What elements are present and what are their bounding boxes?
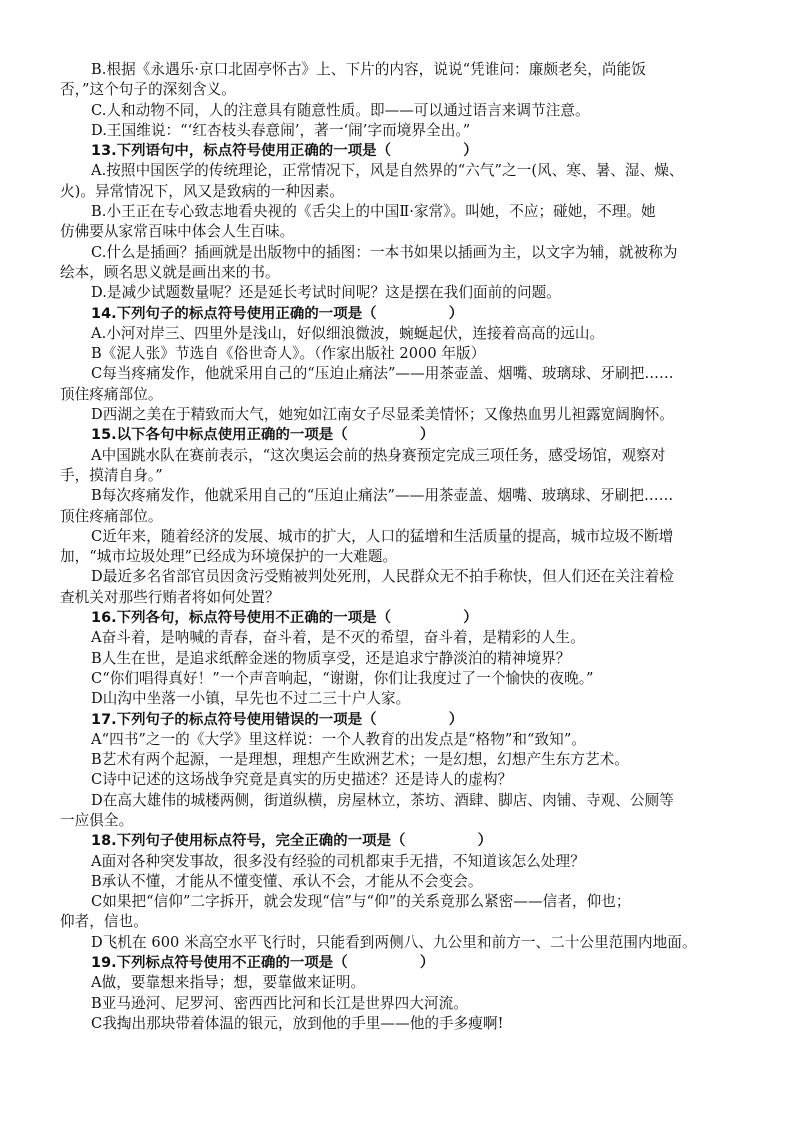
question-heading: 19.下列标点符号使用不正确的一项是（ ） [91,955,435,972]
answer-option: A.按照中国医学的传统理论，正常情况下，风是自然界的“六气”之一(风、寒、暑、湿、燥、 [91,162,684,180]
answer-option-continuation: 顶住疼痛部位。 [60,385,163,403]
answer-option: A奋斗着，是呐喊的青春，奋斗着，是不灭的希望，奋斗着，是精彩的人生。 [91,629,585,647]
answer-option: D山沟中坐落一小镇，早先也不过二三十户人家。 [91,690,411,708]
question-heading: 17.下列句子的标点符号使用错误的一项是（ ） [91,711,464,728]
answer-option: C“你们唱得真好！”一个声音响起，“谢谢，你们让我度过了一个愉快的夜晚。” [91,669,594,687]
answer-option-continuation: 仿佛要从家常百味中体会人生百味。 [60,223,295,241]
answer-option-continuation: 否，”这个句子的深刻含义。 [60,81,236,99]
answer-option: C.人和动物不同，人的注意具有随意性质。即——可以通过语言来调节注意。 [91,101,590,119]
answer-option: A做，要靠想来指导；想，要靠做来证明。 [91,974,366,992]
question-heading: 16.下列各句，标点符号使用不正确的一项是（ ） [91,610,478,627]
answer-option: A.小河对岸三、四里外是浅山，好似细浪微波，蜿蜒起伏，连接着高高的远山。 [91,324,605,342]
answer-option: B.小王正在专心致志地看央视的《舌尖上的中国Ⅱ·家常》。叫她，不应；碰她，不理。她 [91,203,656,221]
answer-option: C如果把“信仰”二字拆开，就会发现“信”与“仰”的关系竟那么紧密——信者，仰也； [91,893,631,911]
answer-option-continuation: 一应俱全。 [60,811,134,829]
answer-option: C我掏出那块带着体温的银元，放到他的手里——他的手多瘦啊! [91,1014,504,1032]
answer-option: C每当疼痛发作，他就采用自己的“压迫止痛法”——用茶壶盖、烟嘴、玻璃球、牙刷把…… [91,365,674,383]
answer-option: D西湖之美在于精致而大气，她宛如江南女子尽显柔美情怀；又像热血男儿袒露宽阔胸怀。 [91,406,674,424]
answer-option: B《泥人张》节选自《俗世奇人》。（作家出版社 2000 年版） [91,345,486,363]
question-heading: 18.下列句子使用标点符号，完全正确的一项是（ ） [91,833,493,850]
answer-option: A“四书”之一的《大学》里这样说：一个人教育的出发点是“格物”和“致知”。 [91,730,586,748]
answer-option: A面对各种突发事故，很多没有经验的司机都束手无措，不知道该怎么处理？ [91,852,585,870]
answer-option-continuation: 加，“城市垃圾处理”已经成为环境保护的一大难题。 [60,548,398,566]
question-heading: 15.以下各句中标点使用正确的一项是（ ） [91,427,435,444]
answer-option-continuation: 绘本，顾名思义就是画出来的书。 [60,263,280,281]
answer-option: D最近多名省部官员因贪污受贿被判处死刑，人民群众无不拍手称快，但人们还在关注着检 [91,568,674,586]
answer-option: B承认不懂，才能从不懂变懂、承认不会，才能从不会变会。 [91,872,483,890]
answer-option: B每次疼痛发作，他就采用自己的“压迫止痛法”——用茶壶盖、烟嘴、玻璃球、牙刷把…… [91,487,674,505]
question-heading: 13.下列语句中，标点符号使用正确的一项是（ ） [91,143,478,160]
question-heading: 14.下列句子的标点符号使用正确的一项是（ ） [91,305,464,322]
answer-option: C.什么是插画？插画就是出版物中的插图：一本书如果以插画为主，以文字为辅，就被称为 [91,243,678,261]
answer-option: D.是减少试题数量呢？还是延长考试时间呢？这是摆在我们面前的问题。 [91,284,561,302]
answer-option-continuation: 火)。异常情况下，风又是致病的一种因素。 [60,182,344,200]
answer-option: D飞机在 600 米高空水平飞行时，只能看到两侧八、九公里和前方一、二十公里范围内地面。 [91,933,697,951]
exam-page [60,60,736,1034]
answer-option-continuation: 仰者，信也。 [60,913,148,931]
answer-option: A中国跳水队在赛前表示，“这次奥运会前的热身赛预定完成三项任务，感受场馆，观察对 [91,446,666,464]
answer-option: C诗中记述的这场战争究竟是真实的历史描述？还是诗人的虚构？ [91,771,513,789]
answer-option: B.根据《永遇乐·京口北固亭怀古》上、下片的内容，说说“凭谁问：廉颇老矣，尚能饭 [91,61,646,78]
answer-option-continuation: 顶住疼痛部位。 [60,507,163,525]
answer-option: B艺术有两个起源，一是理想，理想产生欧洲艺术；一是幻想，幻想产生东方艺术。 [91,751,629,769]
answer-option: B亚马逊河、尼罗河、密西西比河和长江是世界四大河流。 [91,994,468,1012]
answer-option: D在高大雄伟的城楼两侧，街道纵横，房屋林立，茶坊、酒肆、脚店、肉铺、寺观、公厕等 [91,791,674,809]
answer-option: D.王国维说：“‘红杏枝头春意闹’，著一‘闹’字而境界全出。” [91,121,471,139]
answer-option: C近年来，随着经济的发展、城市的扩大，人口的猛增和生活质量的提高，城市垃圾不断增 [91,527,674,545]
answer-option-continuation: 手，摸清自身。” [60,466,163,484]
answer-option: B人生在世，是追求纸醉金迷的物质享受，还是追求宁静淡泊的精神境界？ [91,649,571,667]
answer-option-continuation: 查机关对那些行贿者将如何处置？ [60,588,280,606]
